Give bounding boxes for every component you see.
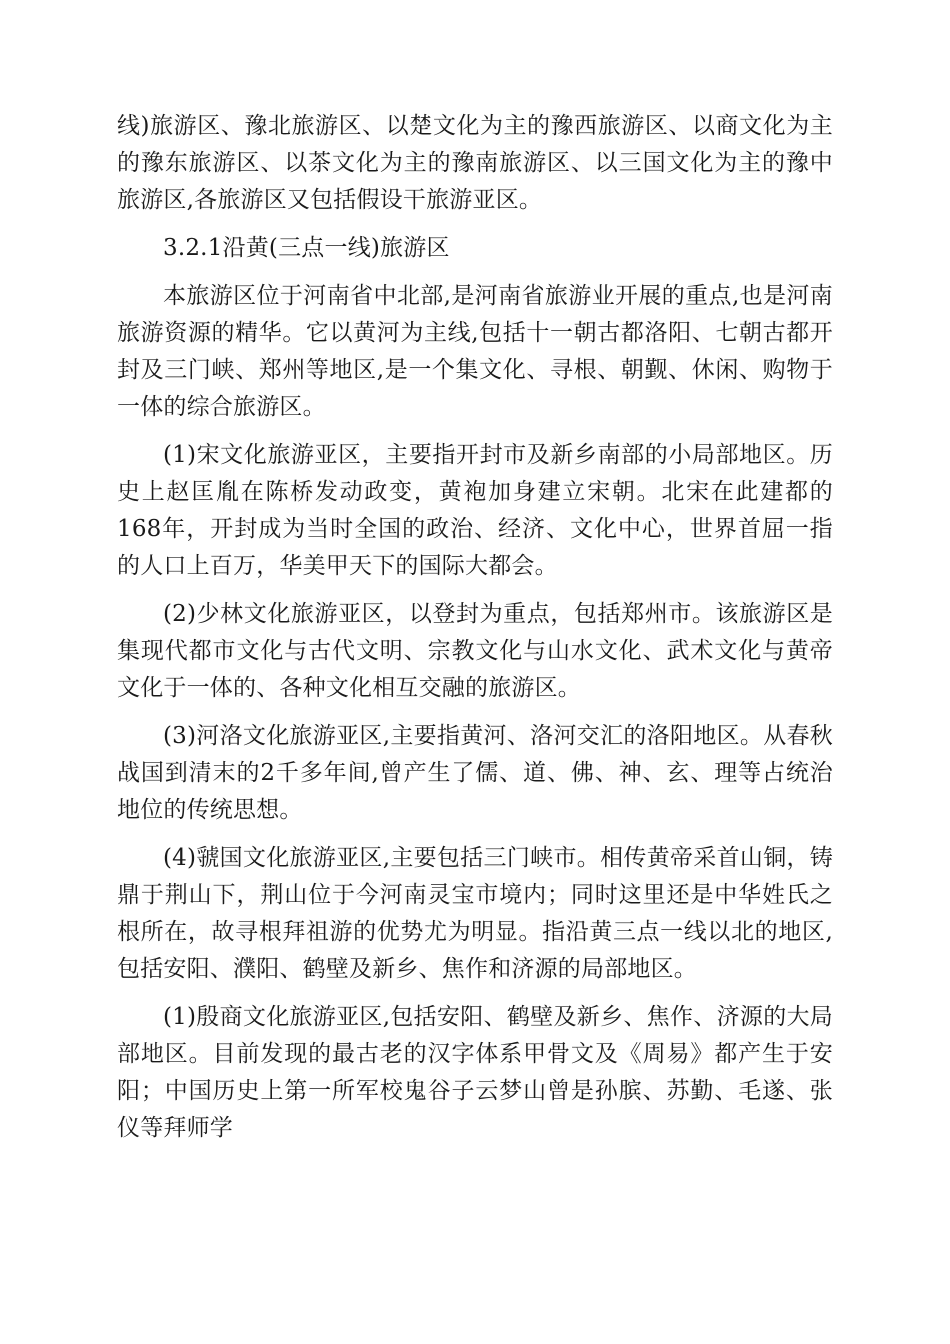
section-heading: 3.2.1沿黄(三点一线)旅游区 — [163, 235, 450, 261]
paragraph-heluo-culture: (3)河洛文化旅游亚区,主要指黄河、洛河交汇的洛阳地区。从春秋战国到清末的2千多年间,曾产生了儒、道、佛、神、玄、理等占统治地位的传统思想。 — [117, 723, 833, 823]
paragraph-yinshang-culture: (1)殷商文化旅游亚区,包括安阳、鹤壁及新乡、焦作、济源的大局部地区。目前发现的最古老的汉字体系甲骨文及《周易》都产生于安阳；中国历史上第一所军校鬼谷子云梦山曾是孙膑、苏勤、毛遂、张仪等拜师学 — [117, 1004, 833, 1141]
paragraph-region-intro: 本旅游区位于河南省中北部,是河南省旅游业开展的重点,也是河南旅游资源的精华。它以黄河为主线,包括十一朝古都洛阳、七朝古都开封及三门峡、郑州等地区,是一个集文化、寻根、朝觐、休闲、购物于一体的综合旅游区。 — [117, 283, 833, 420]
document-page — [117, 108, 833, 1147]
paragraph-guo-culture: (4)虢国文化旅游亚区,主要包括三门峡市。相传黄帝采首山铜，铸鼎于荆山下，荆山位于今河南灵宝市境内；同时这里还是中华姓氏之根所在，故寻根拜祖游的优势尤为明显。指沿黄三点一线以北的地区,包括安阳、濮阳、鹤壁及新乡、焦作和济源的局部地区。 — [117, 845, 833, 982]
paragraph-continuation: 线)旅游区、豫北旅游区、以楚文化为主的豫西旅游区、以商文化为主的豫东旅游区、以茶文化为主的豫南旅游区、以三国文化为主的豫中旅游区,各旅游区又包括假设干旅游亚区。 — [117, 113, 833, 213]
paragraph-shaolin-culture: (2)少林文化旅游亚区，以登封为重点，包括郑州市。该旅游区是集现代都市文化与古代文明、宗教文化与山水文化、武术文化与黄帝文化于一体的、各种文化相互交融的旅游区。 — [117, 601, 833, 701]
paragraph-song-culture: (1)宋文化旅游亚区，主要指开封市及新乡南部的小局部地区。历史上赵匡胤在陈桥发动政变，黄袍加身建立宋朝。北宋在此建都的168年，开封成为当时全国的政治、经济、文化中心，世界首屈一指的人口上百万，华美甲天下的国际大都会。 — [117, 442, 833, 579]
